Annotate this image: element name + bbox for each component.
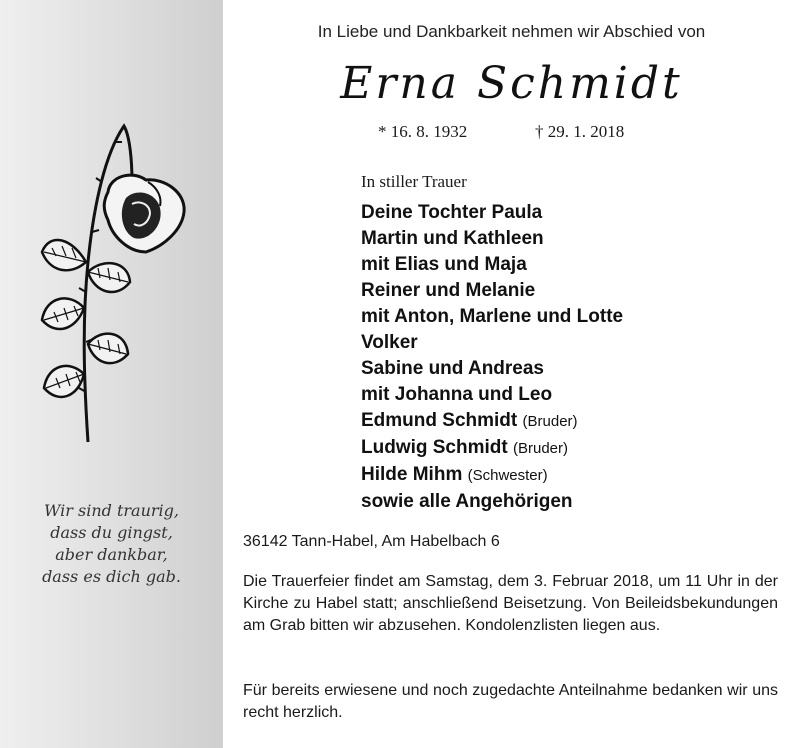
mourner-relation: (Schwester)	[467, 467, 548, 484]
mourner-name: Hilde Mihm	[361, 464, 463, 485]
mourner-name: mit Elias und Maja	[361, 254, 527, 275]
thanks-note: Für bereits erwiesene und noch zugedachte Anteilnahme bedanken wir uns recht herzlich.	[243, 682, 778, 721]
mourner-relation: (Bruder)	[522, 413, 578, 430]
mourner-row	[361, 226, 623, 252]
mourner-row	[361, 278, 623, 304]
mourner-row	[361, 408, 623, 435]
mourners-list	[361, 200, 623, 515]
quote-line: aber dankbar,	[55, 545, 168, 564]
wilted-rose-icon	[36, 112, 196, 452]
mourner-name: sowie alle Angehörigen	[361, 491, 573, 512]
mourner-row	[361, 252, 623, 278]
mourner-row	[361, 435, 623, 462]
mourner-name: Ludwig Schmidt	[361, 437, 508, 458]
mourner-row	[361, 330, 623, 356]
funeral-info: Die Trauerfeier findet am Samstag, dem 3. Februar 2018, um 11 Uhr in der Kirche zu Habel statt; anschließend Beisetzung. Von Beileidsbekundungen am Grab bitten wir abzusehen. Kondolenzlisten liegen aus.	[243, 573, 778, 634]
mourner-name: Volker	[361, 332, 418, 353]
quote-line: dass es dich gab.	[42, 567, 181, 586]
mourner-row	[361, 356, 623, 382]
death-date: † 29. 1. 2018	[535, 122, 625, 141]
sidebar-panel	[0, 0, 223, 748]
mourner-name: Edmund Schmidt	[361, 410, 518, 431]
address: 36142 Tann-Habel, Am Habelbach 6	[243, 533, 500, 550]
mourner-row	[361, 200, 623, 226]
deceased-name: Erna Schmidt	[340, 58, 683, 109]
mourner-name: Deine Tochter Paula	[361, 202, 543, 223]
mourner-row	[361, 462, 623, 489]
quote-line: dass du gingst,	[50, 523, 173, 542]
intro-text: In Liebe und Dankbarkeit nehmen wir Abschied von	[317, 22, 706, 41]
mourner-relation: (Bruder)	[513, 440, 569, 457]
mourning-label: In stiller Trauer	[361, 172, 467, 191]
mourner-row	[361, 489, 623, 515]
birth-date: * 16. 8. 1932	[378, 122, 468, 141]
mourner-row	[361, 382, 623, 408]
mourner-name: Martin und Kathleen	[361, 228, 544, 249]
mourner-name: Reiner und Melanie	[361, 280, 536, 301]
sidebar-quote	[0, 500, 223, 588]
quote-line: Wir sind traurig,	[44, 501, 179, 520]
mourner-name: mit Anton, Marlene und Lotte	[361, 306, 624, 327]
mourner-name: Sabine und Andreas	[361, 358, 544, 379]
mourner-row	[361, 304, 623, 330]
mourner-name: mit Johanna und Leo	[361, 384, 553, 405]
